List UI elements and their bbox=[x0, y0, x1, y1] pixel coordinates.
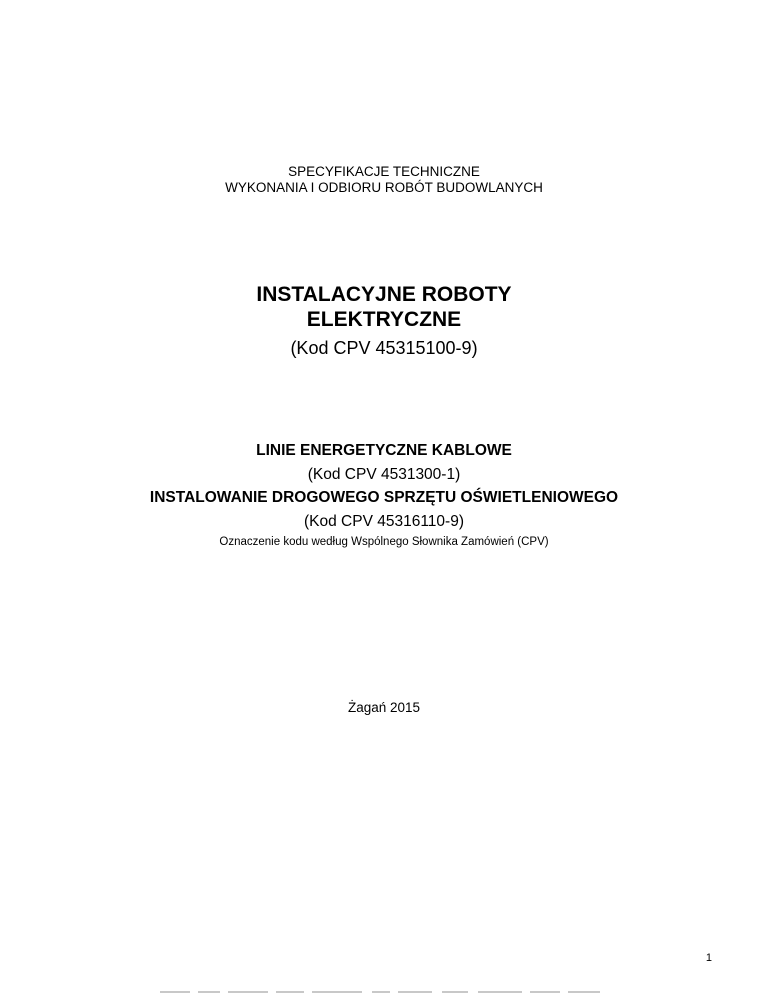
main-cpv-code: (Kod CPV 45315100-9) bbox=[290, 338, 478, 358]
main-title-line-1: INSTALACYJNE ROBOTY bbox=[256, 283, 512, 306]
cpv-note: Oznaczenie kodu według Wspólnego Słownika Zamówień (CPV) bbox=[219, 536, 549, 548]
place-and-date: Żagań 2015 bbox=[347, 700, 421, 715]
section-code-street-lighting: (Kod CPV 45316110-9) bbox=[304, 513, 464, 530]
spec-header-line-1: SPECYFIKACJE TECHNICZNE bbox=[288, 164, 480, 179]
main-title-line-2: ELEKTRYCZNE bbox=[306, 308, 462, 331]
page-number: 1 bbox=[705, 952, 712, 964]
footer-text-cropped bbox=[150, 989, 610, 994]
section-code-cable-lines: (Kod CPV 4531300-1) bbox=[307, 466, 461, 483]
section-heading-cable-lines: LINIE ENERGETYCZNE KABLOWE bbox=[256, 442, 512, 459]
spec-header-line-2: WYKONANIA I ODBIORU ROBÓT BUDOWLANYCH bbox=[225, 180, 543, 195]
section-heading-street-lighting: INSTALOWANIE DROGOWEGO SPRZĘTU OŚWIETLENIOWEGO bbox=[149, 489, 619, 506]
